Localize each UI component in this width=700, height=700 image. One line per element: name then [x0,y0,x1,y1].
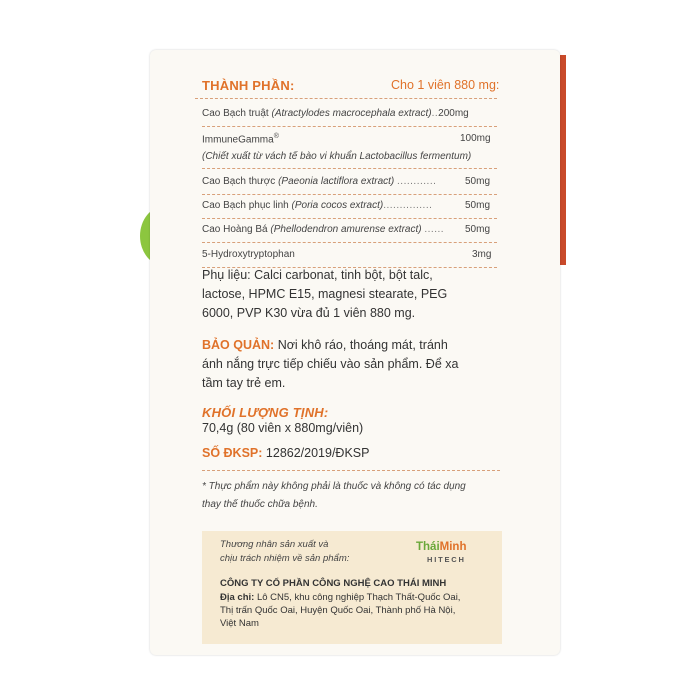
company-address [220,591,460,630]
ingredient-amount: 50mg [465,200,491,211]
ingredients-header: THÀNH PHẦN: [202,78,295,93]
excipients-line: 6000, PVP K30 vừa đủ 1 viên 880 mg. [202,306,416,320]
registered-mark: ® [273,133,279,140]
address-label: Địa chỉ: [220,592,255,603]
ingredient-latin: (Phellodendron amurense extract) [270,224,422,235]
ingredient-dots: ...... [424,224,445,235]
address-line: Thị trấn Quốc Oai, Huyện Quốc Oai, Thành phố Hà Nội, [220,605,456,616]
ingredient-row [202,176,436,187]
disclaimer-line: * Thực phẩm này không phải là thuốc và không có tác dụng [202,481,466,492]
manufacturer-intro [220,538,349,566]
net-weight-label: KHỐI LƯỢNG TỊNH: [202,405,329,420]
excipients-line: Phụ liệu: Calci carbonat, tinh bột, bột talc, [202,268,433,282]
ingredient-name: Cao Bạch thược [202,176,276,187]
ingredient-row [202,133,279,145]
company-logo [416,541,466,553]
logo-hitech: HITECH [427,555,466,564]
ingredients-per-serving: Cho 1 viên 880 mg: [391,78,500,92]
divider [202,168,497,169]
ingredient-name: Cao Hoàng Bá [202,224,268,235]
ingredient-row [202,108,469,119]
storage-line: tầm tay trẻ em. [202,376,286,390]
ingredient-dots: ............ [397,176,437,187]
storage-block [202,336,512,393]
ingredient-amount: 200mg [438,108,469,119]
logo-thai: Thái [416,541,440,553]
divider [202,470,500,471]
ingredient-dots: .. [431,108,439,119]
logo-minh: Minh [439,541,467,553]
excipients-line: lactose, HPMC E15, magnesi stearate, PEG [202,287,448,301]
ingredient-note: (Chiết xuất từ vách tế bào vi khuẩn Lactobacillus fermentum) [202,151,472,162]
header-divider [195,98,497,99]
registration-line [202,444,369,463]
address-line: Lô CN5, khu công nghiệp Thạch Thất-Quốc Oai, [256,592,461,603]
registration-value: 12862/2019/ĐKSP [265,446,370,460]
divider [202,242,497,243]
ingredient-row [202,200,432,211]
ingredient-amount: 100mg [460,133,491,144]
ingredient-latin: (Poria cocos extract) [291,200,384,211]
ingredient-dots: ............... [383,200,433,211]
company-name: CÔNG TY CỔ PHẦN CÔNG NGHỆ CAO THÁI MINH [220,578,447,589]
ingredient-amount: 50mg [465,176,491,187]
manufacturer-box [202,531,502,644]
ingredient-latin: (Paeonia lactiflora extract) [278,176,395,187]
ingredient-amount: 3mg [472,249,492,260]
storage-line: Nơi khô ráo, thoáng mát, tránh [277,338,448,352]
excipients-block [202,266,447,323]
ingredient-name: 5-Hydroxytryptophan [202,249,295,260]
label-panel [150,50,560,655]
ingredient-name: Cao Bạch truật [202,108,269,119]
ingredient-amount: 50mg [465,224,491,235]
storage-line: ánh nắng trực tiếp chiếu vào sản phẩm. Để xa [202,357,459,371]
divider [202,194,497,195]
divider [202,218,497,219]
storage-label: BẢO QUẢN: [202,338,275,352]
red-side-edge [560,55,566,265]
registration-label: SỐ ĐKSP: [202,446,263,460]
divider [202,126,497,127]
ingredient-latin: (Atractylodes macrocephala extract) [271,108,432,119]
ingredient-name: Cao Bạch phục linh [202,200,289,211]
intro-line: chịu trách nhiệm về sản phẩm: [220,553,350,564]
net-weight-value: 70,4g (80 viên x 880mg/viên) [202,421,364,435]
ingredient-row [202,224,444,235]
ingredient-name: ImmuneGamma [202,134,274,146]
disclaimer [202,478,466,514]
address-line: Việt Nam [220,618,259,629]
intro-line: Thương nhân sản xuất và [220,539,329,550]
disclaimer-line: thay thế thuốc chữa bệnh. [202,499,318,510]
